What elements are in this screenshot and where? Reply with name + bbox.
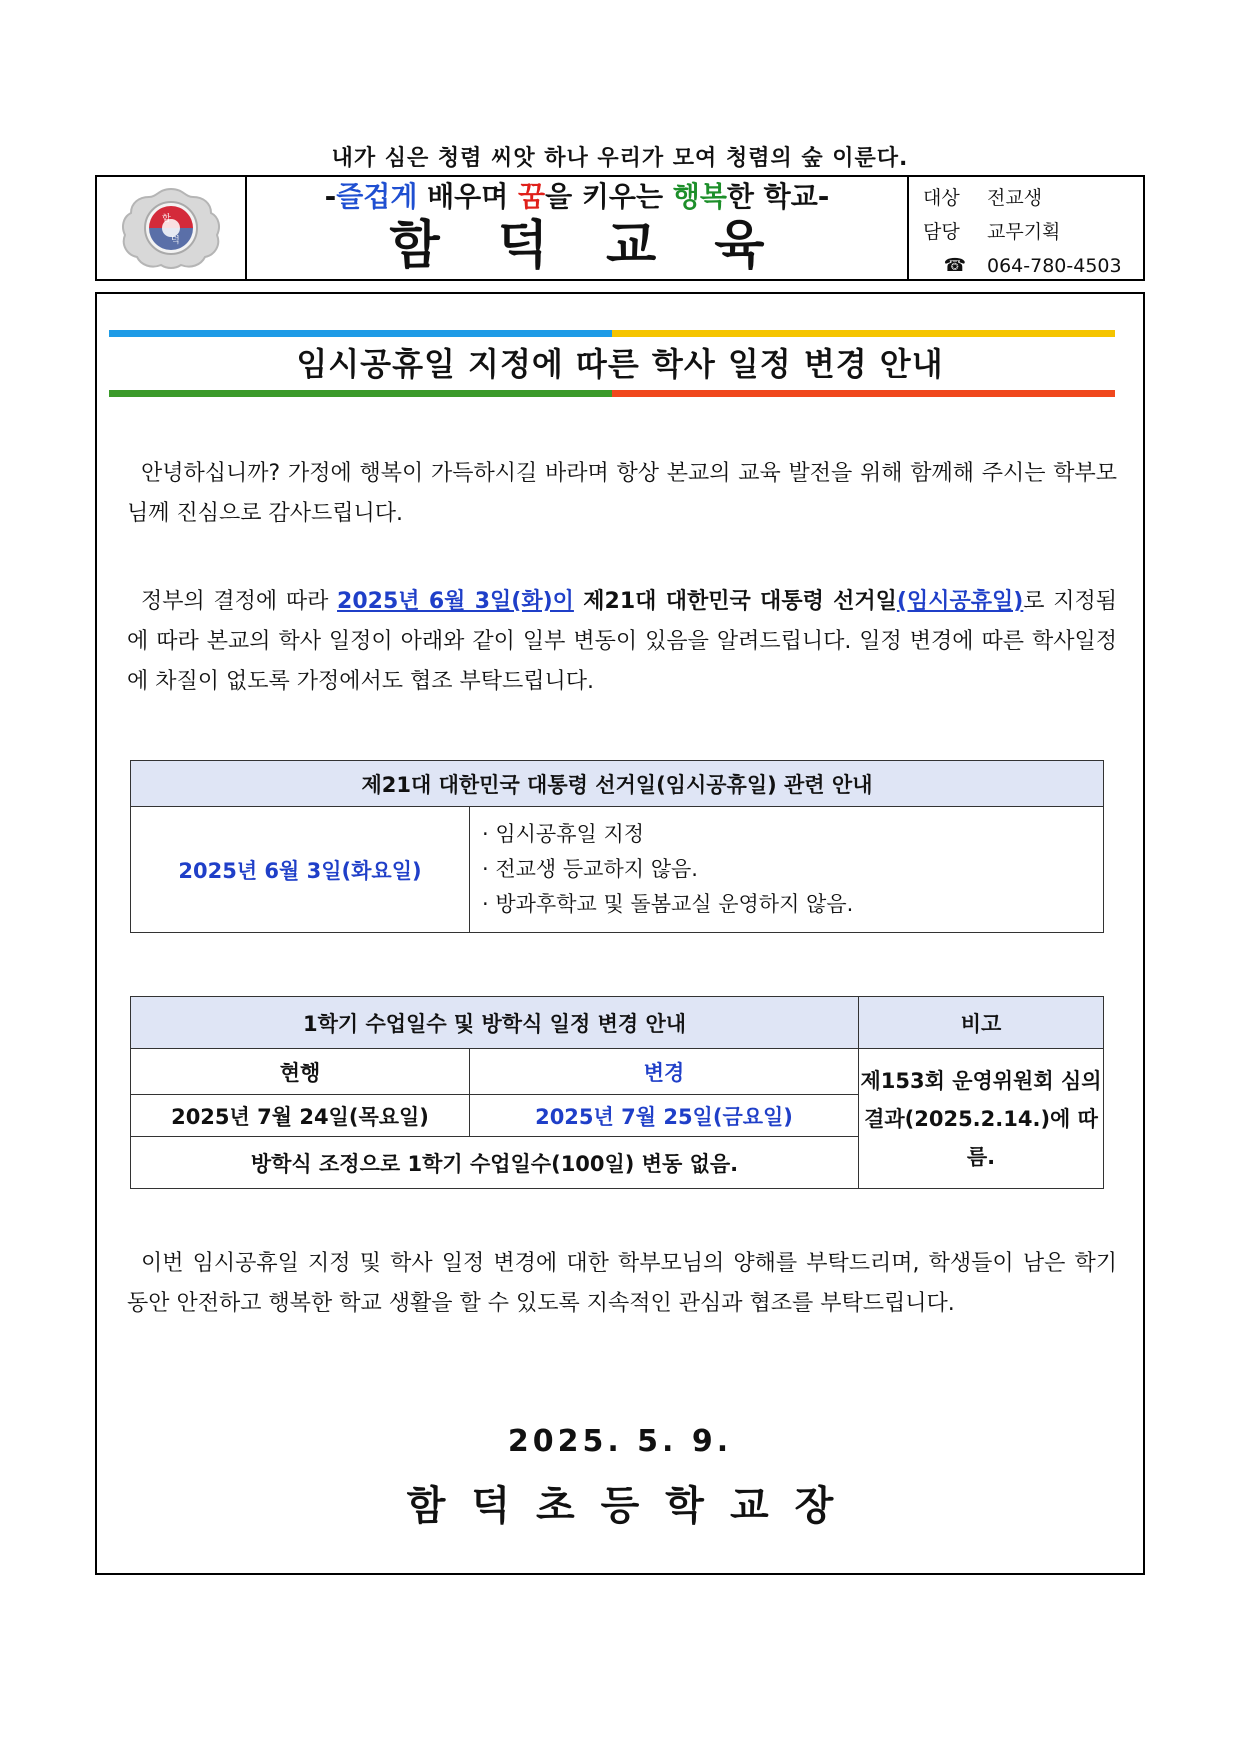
logo-text-bottom: 덕 bbox=[171, 236, 180, 246]
election-date: 2025년 6월 3일(화요일) bbox=[131, 807, 470, 933]
remark-cell: 제153회 운영위원회 심의결과(2025.2.14.)에 따름. bbox=[859, 1049, 1104, 1189]
telephone-icon: ☎ bbox=[943, 255, 967, 276]
bar-segment bbox=[109, 390, 612, 397]
slogan-part: 꿈 bbox=[518, 180, 546, 213]
slogan-part: 을 키우는 bbox=[545, 180, 673, 213]
issue-date: 2025. 5. 9. bbox=[507, 1424, 733, 1459]
list-item: · 임시공휴일 지정 bbox=[482, 822, 645, 846]
schedule-note: 방학식 조정으로 1학기 수업일수(100일) 변동 없음. bbox=[131, 1137, 859, 1189]
greeting-text: 안녕하십니까? 가정에 행복이 가득하시길 바라며 항상 본교의 교육 발전을 위해 함께해 주시는 학부모님께 진심으로 감사드립니다. bbox=[127, 461, 1117, 526]
announcement-text: 정부의 결정에 따라 bbox=[141, 589, 338, 614]
slogan-part: 배우며 bbox=[417, 180, 519, 213]
school-emblem-icon bbox=[119, 185, 223, 271]
phone-number: 064-780-4503 bbox=[987, 255, 1122, 277]
slogan-part: 한 학교- bbox=[726, 180, 830, 213]
principal-signature: 함덕초등학교장 bbox=[406, 1483, 860, 1529]
greeting-paragraph bbox=[127, 454, 1117, 534]
announcement-text: 제21대 대한민국 대통령 선거일 bbox=[573, 589, 897, 614]
header-info bbox=[909, 177, 1143, 279]
current-date: 2025년 7월 24일(목요일) bbox=[131, 1095, 470, 1137]
bar-segment bbox=[612, 330, 1115, 337]
announcement-paragraph bbox=[127, 582, 1117, 702]
motto: 내가 심은 청렴 씨앗 하나 우리가 모여 청렴의 숲 이룬다. bbox=[331, 146, 909, 171]
remark-header: 비고 bbox=[859, 997, 1104, 1049]
target-value: 전교생 bbox=[987, 187, 1043, 209]
manager-row bbox=[923, 215, 1143, 249]
page-title: 임시공휴일 지정에 따른 학사 일정 변경 안내 bbox=[296, 345, 944, 383]
logo-text-top: 함 bbox=[162, 214, 171, 224]
announcement-holiday: (임시공휴일) bbox=[896, 589, 1024, 614]
school-logo bbox=[97, 177, 247, 279]
target-row bbox=[923, 181, 1143, 215]
table-header: 제21대 대한민국 대통령 선거일(임시공휴일) 관련 안내 bbox=[131, 761, 1104, 807]
manager-value: 교무기획 bbox=[987, 221, 1061, 243]
schedule-change-table bbox=[130, 996, 1104, 1189]
announcement-text: 로 지정됨에 따라 본교의 학사 일정이 아래와 같이 일부 변동이 있음을 알려드립니다. 일정 변경에 따른 학사일정에 차질이 없도록 가정에서도 협조 부탁드립니다. bbox=[127, 589, 1117, 694]
election-details bbox=[470, 807, 1104, 933]
closing-text: 이번 임시공휴일 지정 및 학사 일정 변경에 대한 학부모님의 양해를 부탁드리며, 학생들이 남은 학기 동안 안전하고 행복한 학교 생활을 할 수 있도록 지속적인 관심과 협조를 부탁드립니다. bbox=[127, 1251, 1117, 1316]
current-label: 현행 bbox=[131, 1049, 470, 1095]
election-day-table bbox=[130, 760, 1104, 933]
changed-label: 변경 bbox=[470, 1049, 859, 1095]
slogan-part: 즐겁게 bbox=[336, 180, 418, 213]
slogan-part: 행복 bbox=[672, 180, 727, 213]
closing-paragraph bbox=[127, 1244, 1117, 1324]
slogan bbox=[325, 179, 830, 215]
notice-body bbox=[95, 292, 1145, 1575]
list-item: · 전교생 등교하지 않음. bbox=[482, 857, 698, 881]
list-item: · 방과후학교 및 돌봄교실 운영하지 않음. bbox=[482, 892, 854, 916]
phone-row bbox=[923, 249, 1143, 283]
table-header: 1학기 수업일수 및 방학식 일정 변경 안내 bbox=[131, 997, 859, 1049]
target-label: 대상 bbox=[923, 187, 960, 209]
bar-segment bbox=[612, 390, 1115, 397]
header-center bbox=[247, 177, 909, 279]
slogan-prefix: - bbox=[324, 180, 337, 213]
title-bar-bottom bbox=[109, 390, 1115, 397]
title-bar-top bbox=[109, 330, 1115, 337]
header bbox=[95, 175, 1145, 281]
announcement-date: 2025년 6월 3일(화)이 bbox=[337, 589, 574, 614]
school-title: 함덕교육 bbox=[389, 216, 823, 276]
changed-date: 2025년 7월 25일(금요일) bbox=[470, 1095, 859, 1137]
bar-segment bbox=[109, 330, 612, 337]
manager-label: 담당 bbox=[923, 221, 960, 243]
